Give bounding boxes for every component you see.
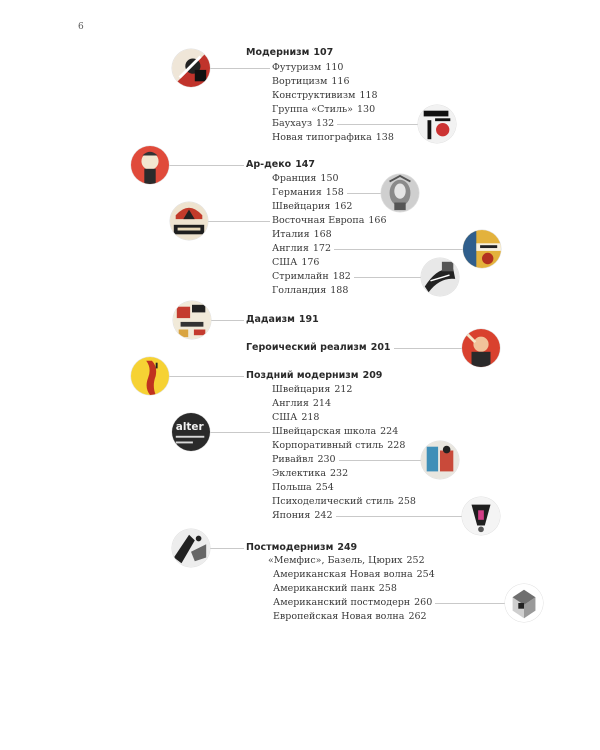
toc-entry-page-number: 168 — [313, 229, 332, 240]
toc-entry-title: Швейцария — [272, 201, 331, 212]
toc-entry-page-number: 172 — [312, 243, 332, 254]
late-modernism-poster-thumbnail — [131, 357, 169, 395]
toc-subsection[interactable] — [272, 186, 344, 200]
postmodern-poster-thumbnail — [172, 529, 210, 567]
swiss-typography-thumbnail — [172, 413, 210, 451]
futurism-poster-image — [172, 49, 210, 87]
toc-subsection[interactable] — [273, 610, 427, 624]
toc-subsection[interactable] — [272, 397, 331, 411]
toc-subsection[interactable] — [272, 228, 332, 242]
toc-entry-title: Американская Новая волна — [273, 569, 413, 580]
bauhaus-poster-image — [418, 105, 456, 143]
connector-line — [210, 548, 244, 549]
toc-entry-page-number: 218 — [301, 412, 320, 423]
toc-subsection[interactable] — [272, 383, 352, 397]
toc-subsection[interactable] — [272, 467, 348, 481]
toc-entry-page-number: 162 — [334, 201, 353, 212]
toc-entry-title: Американский постмодерн — [273, 597, 411, 608]
toc-subsection[interactable] — [272, 89, 378, 103]
streamline-poster-image — [421, 258, 459, 296]
connector-line — [169, 376, 244, 377]
american-postmodern-image — [505, 584, 543, 622]
toc-subsection[interactable] — [272, 200, 352, 214]
toc-entry-page-number: 191 — [298, 314, 319, 325]
connector-line — [336, 516, 462, 517]
toc-entry-title: Поздний модернизм — [246, 370, 359, 381]
toc-entry-page-number: 242 — [314, 510, 333, 521]
connector-line — [169, 165, 244, 166]
toc-entry-page-number: 232 — [330, 468, 349, 479]
toc-section-heading[interactable] — [246, 313, 319, 327]
toc-section-heading[interactable] — [246, 341, 391, 355]
connector-line — [435, 603, 505, 604]
toc-entry-title: Ар-деко — [246, 159, 292, 170]
toc-subsection[interactable] — [272, 425, 398, 439]
connector-line — [337, 124, 418, 125]
toc-subsection[interactable] — [268, 554, 425, 568]
toc-entry-page-number: 258 — [397, 496, 416, 507]
toc-entry-page-number: 107 — [313, 47, 334, 58]
toc-subsection[interactable] — [272, 103, 375, 117]
connector-line — [210, 432, 270, 433]
toc-subsection[interactable] — [272, 509, 333, 523]
toc-entry-page-number: 182 — [332, 271, 351, 282]
toc-entry-page-number: 147 — [295, 159, 316, 170]
toc-subsection[interactable] — [272, 172, 339, 186]
connector-line — [334, 249, 463, 250]
toc-subsection[interactable] — [272, 270, 351, 284]
toc-entry-page-number: 249 — [337, 542, 358, 553]
toc-entry-title: Стримлайн — [272, 271, 329, 282]
germany-robot-image — [381, 174, 419, 212]
toc-subsection[interactable] — [272, 61, 343, 75]
toc-subsection[interactable] — [273, 596, 432, 610]
toc-subsection[interactable] — [272, 481, 334, 495]
toc-entry-title: Новая типографика — [272, 132, 372, 143]
toc-entry-title: Футуризм — [272, 62, 322, 73]
toc-entry-title: Постмодернизм — [246, 542, 334, 553]
svg-text:alter: alter — [175, 421, 204, 434]
toc-entry-page-number: 176 — [301, 257, 320, 268]
toc-entry-page-number: 230 — [317, 454, 336, 465]
american-postmodern-thumbnail — [505, 584, 543, 622]
toc-subsection[interactable] — [272, 131, 394, 145]
toc-entry-page-number: 116 — [331, 76, 350, 87]
toc-entry-title: Дадаизм — [246, 314, 295, 325]
toc-entry-page-number: 166 — [368, 215, 387, 226]
toc-entry-title: Модернизм — [246, 47, 310, 58]
japan-poster-image — [462, 497, 500, 535]
connector-line — [347, 193, 381, 194]
toc-entry-page-number: 130 — [357, 104, 376, 115]
heroic-realism-poster-thumbnail — [462, 329, 500, 367]
art-deco-poster-thumbnail — [131, 146, 169, 184]
swiss-typography-image — [172, 413, 210, 451]
toc-entry-title: Франция — [272, 173, 317, 184]
toc-entry-title: Англия — [272, 243, 309, 254]
connector-line — [354, 277, 421, 278]
toc-entry-title: Германия — [272, 187, 322, 198]
toc-entry-page-number: 262 — [408, 611, 427, 622]
toc-subsection[interactable] — [273, 582, 397, 596]
toc-entry-page-number: 224 — [380, 426, 399, 437]
england-handbook-image — [463, 230, 501, 268]
japan-poster-thumbnail — [462, 497, 500, 535]
toc-entry-page-number: 188 — [330, 285, 349, 296]
toc-subsection[interactable] — [272, 256, 319, 270]
toc-section-heading[interactable] — [246, 541, 357, 555]
toc-entry-title: Европейская Новая волна — [273, 611, 405, 622]
bauhaus-poster-thumbnail — [418, 105, 456, 143]
revival-poster-thumbnail — [421, 441, 459, 479]
toc-entry-page-number: 252 — [406, 555, 425, 566]
toc-entry-page-number: 138 — [375, 132, 394, 143]
toc-entry-title: США — [272, 257, 298, 268]
toc-section-heading[interactable] — [246, 158, 315, 172]
toc-entry-title: Героический реализм — [246, 342, 367, 353]
toc-section-heading[interactable] — [246, 369, 382, 383]
dada-collage-thumbnail — [173, 301, 211, 339]
connector-line — [394, 348, 462, 349]
toc-entry-title: Швейцарская школа — [272, 426, 377, 437]
toc-entry-title: Восточная Европа — [272, 215, 365, 226]
toc-entry-title: «Мемфис», Базель, Цюрих — [268, 555, 403, 566]
connector-line — [208, 221, 270, 222]
toc-subsection[interactable] — [273, 568, 435, 582]
connector-line — [339, 460, 421, 461]
toc-subsection[interactable] — [272, 214, 387, 228]
futurism-poster-thumbnail — [172, 49, 210, 87]
toc-entry-page-number: 260 — [414, 597, 433, 608]
toc-entry-page-number: 258 — [378, 583, 397, 594]
germany-robot-thumbnail — [381, 174, 419, 212]
streamline-poster-thumbnail — [421, 258, 459, 296]
toc-entry-page-number: 132 — [316, 118, 335, 129]
toc-entry-title: Корпоративный стиль — [272, 440, 384, 451]
art-deco-poster-image — [131, 146, 169, 184]
toc-entry-title: Группа «Стиль» — [272, 104, 353, 115]
toc-entry-page-number: 150 — [320, 173, 339, 184]
toc-subsection[interactable] — [272, 495, 416, 509]
toc-entry-page-number: 254 — [315, 482, 334, 493]
toc-entry-title: Швейцария — [272, 384, 331, 395]
eastern-europe-poster-image — [170, 202, 208, 240]
toc-subsection[interactable] — [272, 453, 336, 467]
toc-entry-page-number: 254 — [416, 569, 435, 580]
toc-entry-page-number: 214 — [312, 398, 332, 409]
toc-entry-title: Голландия — [272, 285, 327, 296]
toc-entry-page-number: 228 — [387, 440, 406, 451]
toc-entry-title: Баухауз — [272, 118, 313, 129]
toc-entry-title: Польша — [272, 482, 312, 493]
toc-subsection[interactable] — [272, 75, 350, 89]
toc-subsection[interactable] — [272, 117, 334, 131]
revival-poster-image — [421, 441, 459, 479]
toc-entry-page-number: 110 — [325, 62, 344, 73]
toc-entry-page-number: 201 — [370, 342, 391, 353]
heroic-realism-poster-image — [462, 329, 500, 367]
toc-section-heading[interactable] — [246, 46, 333, 60]
toc-subsection[interactable] — [272, 439, 405, 453]
connector-line — [211, 320, 244, 321]
toc-entry-title: Американский панк — [273, 583, 375, 594]
england-handbook-thumbnail — [463, 230, 501, 268]
toc-entry-title: Япония — [272, 510, 311, 521]
toc-entry-title: Англия — [272, 398, 309, 409]
toc-entry-title: Эклектика — [272, 468, 326, 479]
toc-entry-title: Италия — [272, 229, 310, 240]
toc-subsection[interactable] — [272, 242, 331, 256]
toc-entry-page-number: 212 — [334, 384, 353, 395]
toc-subsection[interactable] — [272, 284, 348, 298]
dada-collage-image — [173, 301, 211, 339]
toc-entry-page-number: 209 — [362, 370, 383, 381]
eastern-europe-poster-thumbnail — [170, 202, 208, 240]
connector-line — [210, 68, 270, 69]
toc-entry-title: Психоделический стиль — [272, 496, 394, 507]
toc-entry-page-number: 118 — [359, 90, 378, 101]
toc-entry-title: Вортицизм — [272, 76, 328, 87]
late-modernism-poster-image — [131, 357, 169, 395]
toc-entry-title: США — [272, 412, 298, 423]
toc-entry-title: Конструктивизм — [272, 90, 356, 101]
postmodern-poster-image — [172, 529, 210, 567]
toc-entry-title: Ривайвл — [272, 454, 314, 465]
toc-entry-page-number: 158 — [325, 187, 344, 198]
page-number: 6 — [78, 22, 84, 32]
toc-subsection[interactable] — [272, 411, 319, 425]
